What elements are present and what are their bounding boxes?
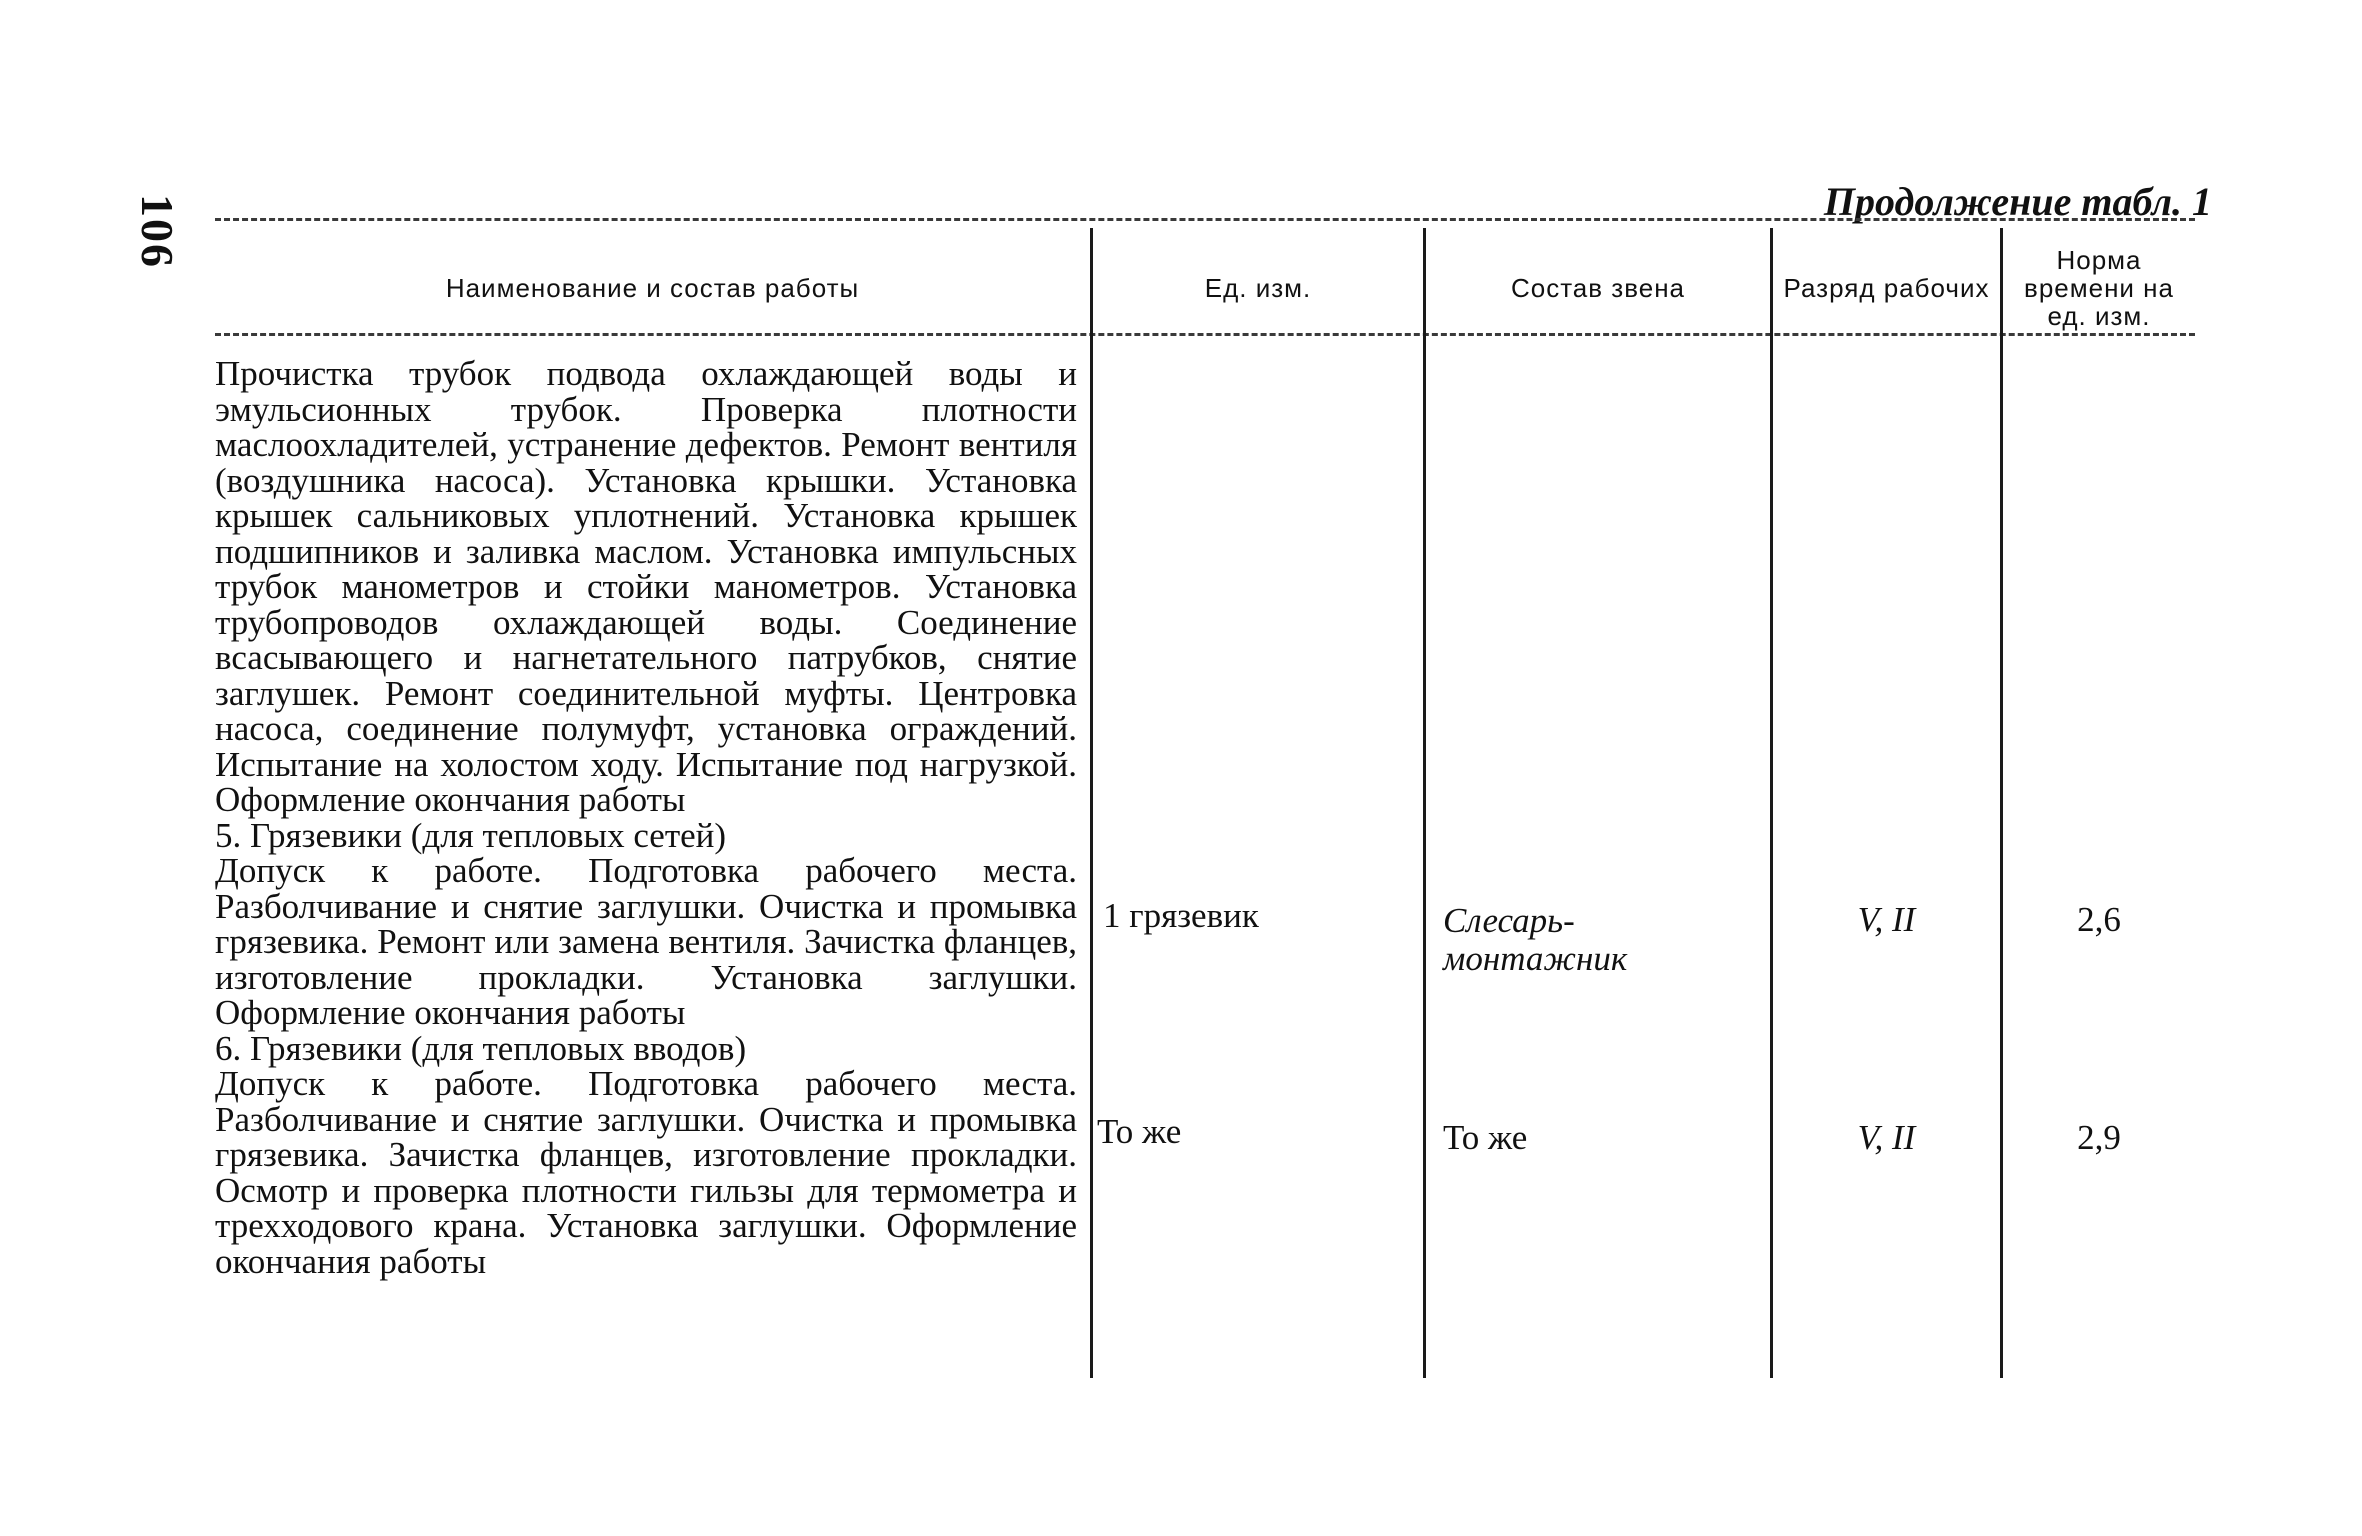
row-5-crew: Слесарь-монтажник [1443,901,1628,978]
column-divider [1770,228,1773,1378]
page-number: 106 [132,194,183,269]
row-6-norm: 2,9 [2077,1118,2121,1157]
row-5-title: 5. Грязевики (для тепловых сетей) [215,815,727,855]
work-description-column [215,356,1077,1279]
row-5-unit: 1 грязевик [1103,896,1259,935]
work-norms-table [215,218,2195,1368]
header-crew: Состав звена [1510,273,1686,303]
row-6-grade: V, II [1857,1118,1916,1157]
row-5-description: Допуск к работе. Подготовка рабочего места. Разболчивание и снятие заглушки. Очистка и промывка грязевика. Ремонт или замена вентиля. Зачистка фланцев, изготовление прокладки. Установка заглушки. Оформление окончания работы [215,851,1077,1032]
header-name: Наименование и состав работы [445,273,860,303]
row-6-title: 6. Грязевики (для тепловых вводов) [215,1028,747,1068]
column-divider [1090,228,1093,1378]
column-divider [1423,228,1426,1378]
table-continuation-caption: Продолжение табл. 1 [1823,179,2212,224]
continued-description: Прочистка трубок подвода охлаждающей воды и эмульсионных трубок. Проверка плотности маслоохладителей, устранение дефектов. Ремонт вентиля (воздушника насоса). Установка крышки. Установка крышек сальниковых уплотнений. Установка крышек подшипников и заливка маслом. Установка импульсных трубок манометров и стойки манометров. Установка трубопроводов охлаждающей воды. Соединение всасывающего и нагнетательного патрубков, снятие заглушек. Ремонт соединительной муфты. Центровка насоса, соединение полумуфт, установка ограждений. Испытание на холостом ходу. Испытание под нагрузкой. Оформление окончания работы [215,354,1077,819]
header-unit: Ед. изм. [1204,273,1312,303]
header-norm: Норма времени на ед. изм. [2024,245,2174,331]
row-5-norm: 2,6 [2077,900,2121,939]
header-grade: Разряд рабочих [1783,273,1990,303]
table-top-rule [215,218,2195,221]
row-6-description: Допуск к работе. Подготовка рабочего места. Разболчивание и снятие заглушки. Очистка и промывка грязевика. Зачистка фланцев, изготовление прокладки. Осмотр и проверка плотности гильзы для термометра и трехходового крана. Установка заглушки. Оформление окончания работы [215,1064,1077,1281]
row-5-grade: V, II [1857,900,1916,939]
column-divider [2000,228,2003,1378]
header-bottom-rule [215,333,2195,336]
row-6-crew: То же [1443,1118,1528,1157]
row-6-unit: То же [1097,1112,1182,1151]
